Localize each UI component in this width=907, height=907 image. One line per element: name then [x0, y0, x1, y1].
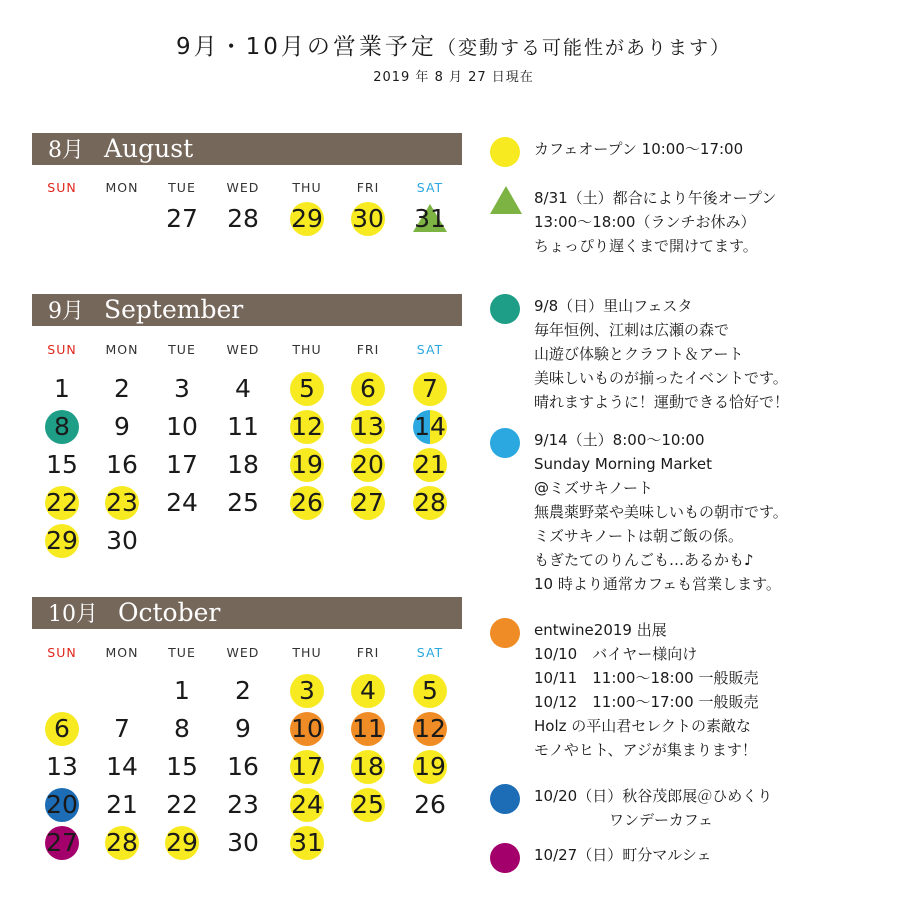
- day-number: 28: [106, 828, 138, 857]
- day-number: 7: [114, 714, 130, 743]
- day-number: 31: [291, 828, 323, 857]
- day-number: 29: [166, 828, 198, 857]
- calendar-day[interactable]: [152, 710, 212, 748]
- calendar-day[interactable]: [152, 672, 212, 710]
- day-number: 24: [291, 790, 323, 819]
- weekday-header: THU: [292, 180, 322, 195]
- light-blue-circle-icon: [490, 428, 520, 458]
- day-number: 26: [291, 488, 323, 517]
- calendar-day[interactable]: [338, 710, 398, 748]
- calendar-day[interactable]: [92, 786, 152, 824]
- calendar-day[interactable]: [400, 446, 460, 484]
- calendar-day[interactable]: [32, 522, 92, 560]
- legend-line: カフェオープン 10:00〜17:00: [534, 140, 744, 158]
- day-number: 28: [227, 204, 259, 233]
- calendar-day[interactable]: [92, 370, 152, 408]
- day-number: 13: [46, 752, 78, 781]
- day-number: 19: [291, 450, 323, 479]
- day-number: 5: [422, 676, 438, 705]
- day-number: 22: [46, 488, 78, 517]
- calendar-day[interactable]: [338, 408, 398, 446]
- day-number: 12: [291, 412, 323, 441]
- calendar-day[interactable]: [277, 446, 337, 484]
- triangle-icon: [490, 186, 522, 214]
- day-number: 27: [352, 488, 384, 517]
- calendar-day[interactable]: [400, 672, 460, 710]
- day-number: 23: [227, 790, 259, 819]
- calendar-day[interactable]: [338, 748, 398, 786]
- calendar-day[interactable]: [400, 408, 460, 446]
- legend-line: 8/31（土）都合により午後オープン: [534, 189, 777, 207]
- weekday-header: SUN: [47, 180, 77, 195]
- calendar-day[interactable]: [213, 484, 273, 522]
- weekday-header: MON: [105, 342, 139, 357]
- legend-item: [534, 428, 788, 596]
- legend-line: 10/10 バイヤー様向け: [534, 645, 698, 663]
- legend-line: 毎年恒例、江刺は広瀬の森で: [534, 321, 730, 339]
- calendar-day[interactable]: [277, 672, 337, 710]
- calendar-day[interactable]: [400, 710, 460, 748]
- day-number: 23: [106, 488, 138, 517]
- day-number: 18: [227, 450, 259, 479]
- legend-item: [534, 186, 776, 258]
- calendar-day[interactable]: [92, 408, 152, 446]
- calendar-day[interactable]: [32, 370, 92, 408]
- day-number: 11: [227, 412, 259, 441]
- weekday-header: SAT: [416, 180, 444, 195]
- calendar-day[interactable]: [152, 748, 212, 786]
- day-number: 18: [352, 752, 384, 781]
- calendar-day[interactable]: [32, 408, 92, 446]
- day-number: 25: [352, 790, 384, 819]
- day-number: 17: [291, 752, 323, 781]
- calendar-day[interactable]: [92, 446, 152, 484]
- day-number: 25: [227, 488, 259, 517]
- calendar-day[interactable]: [213, 200, 273, 238]
- legend-line: @ミズサキノート: [534, 479, 653, 497]
- legend-line: Sunday Morning Market: [534, 455, 712, 473]
- legend-item: [534, 618, 758, 762]
- calendar-day[interactable]: [400, 200, 460, 238]
- day-number: 4: [360, 676, 376, 705]
- day-number: 20: [46, 790, 78, 819]
- purple-circle-icon: [490, 843, 520, 873]
- day-number: 15: [166, 752, 198, 781]
- title-sub: （変動する可能性があります）: [436, 37, 731, 59]
- blue-circle-icon: [490, 784, 520, 814]
- legend-line: ちょっぴり遅くまで開けてます。: [534, 237, 758, 255]
- yellow-circle-icon: [490, 137, 520, 167]
- legend-line: 晴れますように！運動できる恰好で！: [534, 393, 790, 411]
- day-number: 14: [106, 752, 138, 781]
- day-number: 20: [352, 450, 384, 479]
- calendar-day[interactable]: [277, 710, 337, 748]
- weekday-header: SAT: [416, 342, 444, 357]
- day-number: 31: [414, 204, 446, 233]
- day-number: 9: [235, 714, 251, 743]
- calendar-day[interactable]: [277, 370, 337, 408]
- day-number: 21: [414, 450, 446, 479]
- day-number: 21: [106, 790, 138, 819]
- day-number: 1: [174, 676, 190, 705]
- legend-line: 10/27（日）町分マルシェ: [534, 846, 712, 864]
- calendar-day[interactable]: [277, 824, 337, 862]
- calendar-day[interactable]: [152, 408, 212, 446]
- weekday-header: SUN: [47, 342, 77, 357]
- calendar-day[interactable]: [213, 370, 273, 408]
- month-header: [32, 597, 462, 629]
- legend-line: もぎたてのりんごも…あるかも♪: [534, 551, 754, 569]
- weekday-header: THU: [292, 342, 322, 357]
- day-number: 30: [106, 526, 138, 555]
- legend-line: 9/14（土）8:00〜10:00: [534, 431, 705, 449]
- day-number: 15: [46, 450, 78, 479]
- weekday-header: WED: [226, 645, 260, 660]
- legend-line: ミズサキノートは朝ご飯の係。: [534, 527, 743, 545]
- orange-circle-icon: [490, 618, 520, 648]
- day-number: 10: [291, 714, 323, 743]
- calendar-day[interactable]: [277, 200, 337, 238]
- legend-line: 10 時より通常カフェも営業します。: [534, 575, 781, 593]
- month-label-jp: 8月: [48, 138, 84, 163]
- calendar-day[interactable]: [92, 522, 152, 560]
- calendar-day[interactable]: [152, 200, 212, 238]
- calendar-day[interactable]: [152, 370, 212, 408]
- calendar-day[interactable]: [400, 748, 460, 786]
- calendar-day[interactable]: [92, 824, 152, 862]
- day-number: 8: [54, 412, 70, 441]
- legend-line: 9/8（日）里山フェスタ: [534, 297, 693, 315]
- legend-item: [534, 294, 789, 414]
- calendar-day[interactable]: [32, 786, 92, 824]
- legend-item: [534, 137, 743, 161]
- day-number: 5: [299, 374, 315, 403]
- calendar-day[interactable]: [92, 484, 152, 522]
- day-number: 29: [46, 526, 78, 555]
- day-number: 17: [166, 450, 198, 479]
- day-number: 8: [174, 714, 190, 743]
- weekday-header: THU: [292, 645, 322, 660]
- calendar-day[interactable]: [32, 748, 92, 786]
- calendar-day[interactable]: [152, 484, 212, 522]
- day-number: 6: [360, 374, 376, 403]
- weekday-header: SAT: [416, 645, 444, 660]
- legend-line: 山遊び体験とクラフト＆アート: [534, 345, 744, 363]
- calendar-day[interactable]: [338, 446, 398, 484]
- day-number: 1: [54, 374, 70, 403]
- weekday-header: FRI: [356, 180, 380, 195]
- day-number: 3: [299, 676, 315, 705]
- weekday-header: MON: [105, 180, 139, 195]
- weekday-header: MON: [105, 645, 139, 660]
- day-number: 11: [352, 714, 384, 743]
- month-label-en: October: [118, 598, 221, 627]
- weekday-header: FRI: [356, 645, 380, 660]
- calendar-day[interactable]: [338, 786, 398, 824]
- legend-line: 無農薬野菜や美味しいもの朝市です。: [534, 503, 788, 521]
- calendar-day[interactable]: [32, 710, 92, 748]
- calendar-day[interactable]: [152, 446, 212, 484]
- month-label-en: September: [104, 295, 244, 324]
- weekday-header: SUN: [47, 645, 77, 660]
- day-number: 2: [114, 374, 130, 403]
- day-number: 22: [166, 790, 198, 819]
- weekday-header: TUE: [168, 342, 196, 357]
- weekday-header: WED: [226, 342, 260, 357]
- calendar-day[interactable]: [213, 786, 273, 824]
- day-number: 29: [291, 204, 323, 233]
- day-number: 14: [414, 412, 446, 441]
- calendar-day[interactable]: [277, 786, 337, 824]
- calendar-day[interactable]: [277, 748, 337, 786]
- legend-line: ワンデーカフェ: [534, 811, 713, 829]
- day-number: 13: [352, 412, 384, 441]
- legend-item: [534, 843, 712, 867]
- calendar-day[interactable]: [213, 824, 273, 862]
- calendar-day[interactable]: [277, 408, 337, 446]
- calendar-day[interactable]: [213, 672, 273, 710]
- day-number: 10: [166, 412, 198, 441]
- day-number: 30: [227, 828, 259, 857]
- legend-line: 13:00〜18:00（ランチお休み）: [534, 213, 756, 231]
- legend-line: モノやヒト、アジが集まります！: [534, 741, 757, 759]
- day-number: 16: [227, 752, 259, 781]
- calendar-day[interactable]: [32, 484, 92, 522]
- page-title: [0, 28, 907, 61]
- calendar-day[interactable]: [32, 446, 92, 484]
- calendar-day[interactable]: [32, 824, 92, 862]
- day-number: 4: [235, 374, 251, 403]
- day-number: 19: [414, 752, 446, 781]
- calendar-day[interactable]: [152, 824, 212, 862]
- legend-line: 10/12 11:00〜17:00 一般販売: [534, 693, 759, 711]
- title-main: 9月・10月の営業予定: [176, 34, 437, 60]
- calendar-day[interactable]: [400, 786, 460, 824]
- calendar-day[interactable]: [152, 786, 212, 824]
- legend-line: Holz の平山君セレクトの素敵な: [534, 717, 751, 735]
- day-number: 28: [414, 488, 446, 517]
- calendar-day[interactable]: [338, 200, 398, 238]
- calendar-day[interactable]: [400, 370, 460, 408]
- day-number: 7: [422, 374, 438, 403]
- day-number: 16: [106, 450, 138, 479]
- month-label-jp: 9月: [48, 299, 84, 324]
- legend-line: 10/20（日）秋谷茂郎展＠ひめくり: [534, 787, 773, 805]
- teal-circle-icon: [490, 294, 520, 324]
- calendar-day[interactable]: [338, 484, 398, 522]
- day-number: 9: [114, 412, 130, 441]
- day-number: 2: [235, 676, 251, 705]
- legend-item: [534, 784, 772, 832]
- day-number: 26: [414, 790, 446, 819]
- month-label-en: August: [104, 134, 194, 163]
- day-number: 30: [352, 204, 384, 233]
- day-number: 27: [46, 828, 78, 857]
- month-label-jp: 10月: [48, 602, 98, 627]
- calendar-day[interactable]: [92, 748, 152, 786]
- legend-line: 美味しいものが揃ったイベントです。: [534, 369, 788, 387]
- calendar-day[interactable]: [400, 484, 460, 522]
- calendar-day[interactable]: [338, 672, 398, 710]
- legend-line: entwine2019 出展: [534, 621, 667, 639]
- month-header: [32, 294, 462, 326]
- calendar-day[interactable]: [213, 748, 273, 786]
- day-number: 3: [174, 374, 190, 403]
- calendar-day[interactable]: [277, 484, 337, 522]
- day-number: 27: [166, 204, 198, 233]
- weekday-header: FRI: [356, 342, 380, 357]
- calendar-day[interactable]: [338, 370, 398, 408]
- weekday-header: TUE: [168, 645, 196, 660]
- weekday-header: WED: [226, 180, 260, 195]
- calendar-day[interactable]: [213, 710, 273, 748]
- calendar-day[interactable]: [213, 408, 273, 446]
- calendar-day[interactable]: [92, 710, 152, 748]
- weekday-header: TUE: [168, 180, 196, 195]
- legend-line: 10/11 11:00〜18:00 一般販売: [534, 669, 759, 687]
- day-number: 12: [414, 714, 446, 743]
- calendar-day[interactable]: [213, 446, 273, 484]
- day-number: 6: [54, 714, 70, 743]
- day-number: 24: [166, 488, 198, 517]
- month-header: [32, 133, 462, 165]
- as-of-date: 2019 年 8 月 27 日現在: [373, 70, 534, 85]
